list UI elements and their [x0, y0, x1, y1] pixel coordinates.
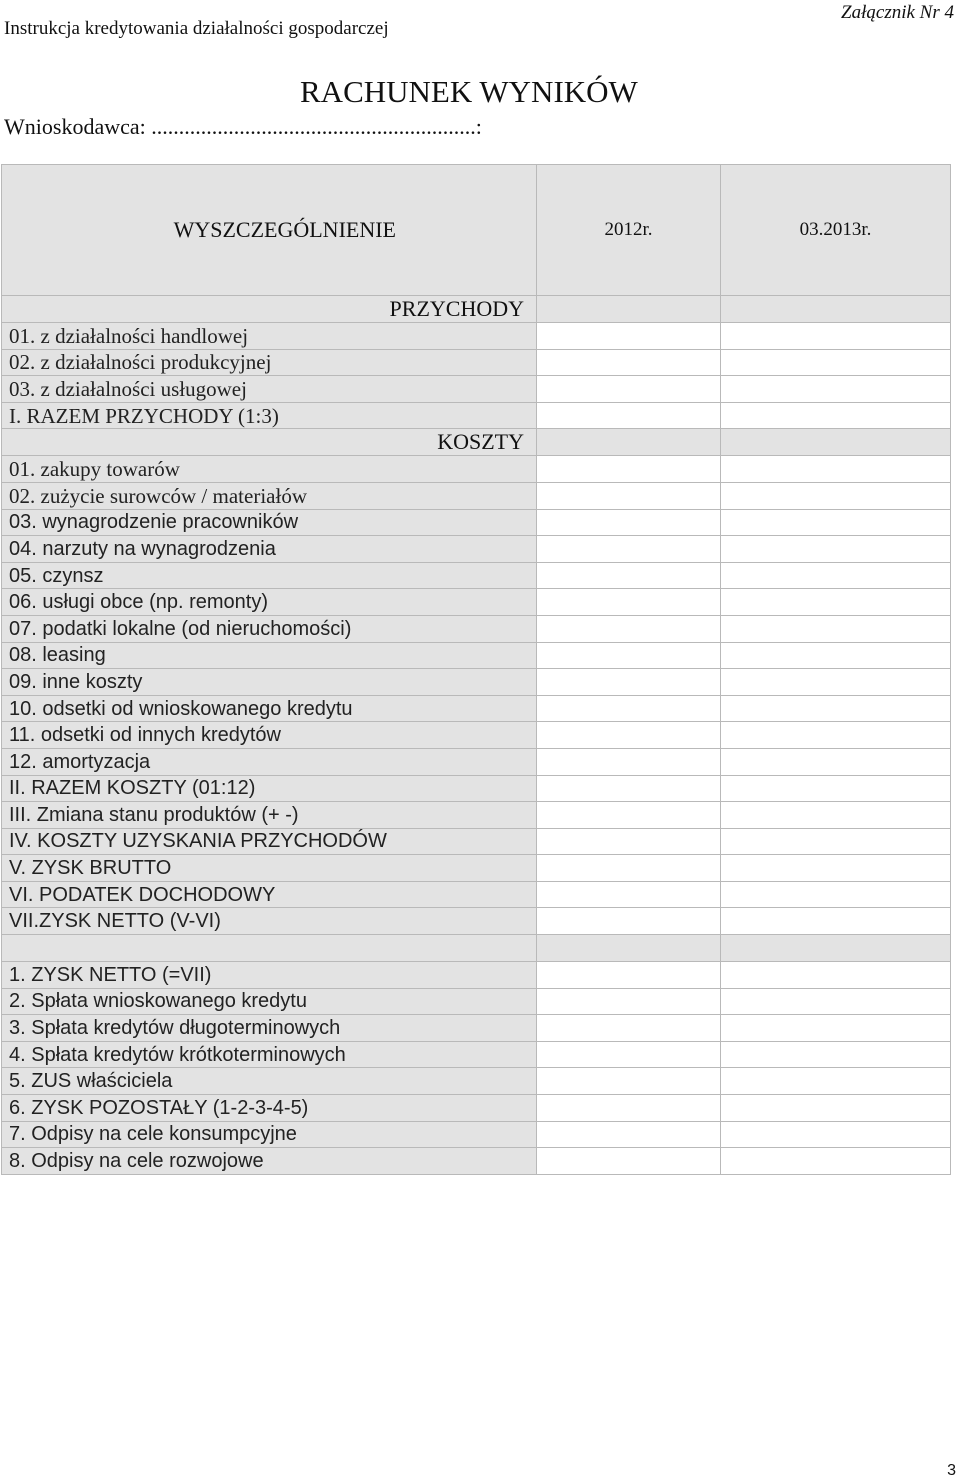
table-row — [2, 1121, 951, 1148]
table-row — [2, 1068, 951, 1095]
cell-2013[interactable] — [721, 988, 951, 1015]
table-row — [2, 802, 951, 829]
table-row — [2, 562, 951, 589]
cell-2012[interactable] — [537, 722, 721, 749]
table-row — [2, 775, 951, 802]
row-label: 6. ZYSK POZOSTAŁY (1-2-3-4-5) — [2, 1095, 537, 1122]
column-heading-description: WYSZCZEGÓLNIENIE — [2, 165, 537, 296]
table-row — [2, 536, 951, 563]
cell-2012[interactable] — [537, 669, 721, 696]
cell-2013[interactable] — [721, 642, 951, 669]
row-label: 01. zakupy towarów — [2, 456, 537, 483]
cell-2012[interactable] — [537, 695, 721, 722]
table-row — [2, 748, 951, 775]
cell-2013[interactable] — [721, 962, 951, 989]
row-label: V. ZYSK BRUTTO — [2, 855, 537, 882]
row-label: 04. narzuty na wynagrodzenia — [2, 536, 537, 563]
cell-2013[interactable] — [721, 1015, 951, 1042]
cell-2013[interactable] — [721, 802, 951, 829]
row-label: VI. PODATEK DOCHODOWY — [2, 881, 537, 908]
cell-2012[interactable] — [537, 349, 721, 376]
row-label: 07. podatki lokalne (od nieruchomości) — [2, 615, 537, 642]
spacer-row — [2, 935, 951, 962]
table-row — [2, 1015, 951, 1042]
cell-2013[interactable] — [721, 908, 951, 935]
row-label: 02. z działalności produkcyjnej — [2, 349, 537, 376]
cell-2013[interactable] — [721, 695, 951, 722]
row-label: 8. Odpisy na cele rozwojowe — [2, 1148, 537, 1175]
row-label: 2. Spłata wnioskowanego kredytu — [2, 988, 537, 1015]
cell-2013[interactable] — [721, 881, 951, 908]
document-header-title: Instrukcja kredytowania działalności gospodarczej — [4, 18, 389, 39]
cell-2013[interactable] — [721, 828, 951, 855]
table-row — [2, 402, 951, 429]
row-label: II. RAZEM KOSZTY (01:12) — [2, 775, 537, 802]
table-row — [2, 1095, 951, 1122]
cell-2012[interactable] — [537, 748, 721, 775]
cell-2013[interactable] — [721, 562, 951, 589]
cell-2012[interactable] — [537, 855, 721, 882]
cell-2012[interactable] — [537, 376, 721, 403]
cell-2012[interactable] — [537, 536, 721, 563]
cell-2012[interactable] — [537, 908, 721, 935]
cell-2012[interactable] — [537, 615, 721, 642]
row-label: 05. czynsz — [2, 562, 537, 589]
cell-2013[interactable] — [721, 536, 951, 563]
table-row — [2, 323, 951, 350]
table-row — [2, 615, 951, 642]
table-row — [2, 589, 951, 616]
cell-2013[interactable] — [721, 589, 951, 616]
row-label: 02. zużycie surowców / materiałów — [2, 482, 537, 509]
cell-2013[interactable] — [721, 349, 951, 376]
table-row — [2, 642, 951, 669]
cell-2012[interactable] — [537, 1148, 721, 1175]
table-row — [2, 1041, 951, 1068]
cell-2013[interactable] — [721, 615, 951, 642]
cell-2013[interactable] — [721, 669, 951, 696]
row-label: VII.ZYSK NETTO (V-VI) — [2, 908, 537, 935]
cell-2013[interactable] — [721, 855, 951, 882]
row-label: 11. odsetki od innych kredytów — [2, 722, 537, 749]
table-row — [2, 376, 951, 403]
cell-2012[interactable] — [537, 962, 721, 989]
table-row — [2, 855, 951, 882]
column-heading-2012: 2012r. — [537, 165, 721, 296]
row-label: 1. ZYSK NETTO (=VII) — [2, 962, 537, 989]
cell-2012[interactable] — [537, 562, 721, 589]
row-label: 03. wynagrodzenie pracowników — [2, 509, 537, 536]
cell-2012[interactable] — [537, 828, 721, 855]
cell-2012[interactable] — [537, 482, 721, 509]
table-row — [2, 482, 951, 509]
row-label: 3. Spłata kredytów długoterminowych — [2, 1015, 537, 1042]
cell-2013[interactable] — [721, 748, 951, 775]
cell-2013[interactable] — [721, 1148, 951, 1175]
table-row — [2, 669, 951, 696]
row-label: 12. amortyzacja — [2, 748, 537, 775]
row-label: 7. Odpisy na cele konsumpcyjne — [2, 1121, 537, 1148]
table-header-row — [2, 165, 951, 296]
table-row — [2, 695, 951, 722]
cell-2012[interactable] — [537, 775, 721, 802]
page-number: 3 — [947, 1462, 956, 1479]
cell-2013[interactable] — [721, 456, 951, 483]
section-income-heading — [2, 296, 951, 323]
table-row — [2, 988, 951, 1015]
cell-2012[interactable] — [537, 509, 721, 536]
table-row — [2, 509, 951, 536]
cell-2013[interactable] — [721, 1041, 951, 1068]
row-label: 10. odsetki od wnioskowanego kredytu — [2, 695, 537, 722]
row-label: 09. inne koszty — [2, 669, 537, 696]
cell-2012[interactable] — [537, 1015, 721, 1042]
row-label: 08. leasing — [2, 642, 537, 669]
cell-2013[interactable] — [721, 1068, 951, 1095]
section-costs-heading — [2, 429, 951, 456]
cell-2013[interactable] — [721, 376, 951, 403]
cell-2013[interactable] — [721, 323, 951, 350]
page-title: RACHUNEK WYNIKÓW — [300, 74, 638, 109]
row-label: I. RAZEM PRZYCHODY (1:3) — [2, 402, 537, 429]
cell-2013[interactable] — [721, 482, 951, 509]
table-row — [2, 456, 951, 483]
cell-2012[interactable] — [537, 589, 721, 616]
row-label: 01. z działalności handlowej — [2, 323, 537, 350]
row-label: 4. Spłata kredytów krótkoterminowych — [2, 1041, 537, 1068]
cell-2012[interactable] — [537, 1121, 721, 1148]
cell-2013[interactable] — [721, 402, 951, 429]
table-row — [2, 881, 951, 908]
cell-2012[interactable] — [537, 402, 721, 429]
row-label: 03. z działalności usługowej — [2, 376, 537, 403]
row-label: III. Zmiana stanu produktów (+ -) — [2, 802, 537, 829]
cell-2013[interactable] — [721, 775, 951, 802]
table-row — [2, 722, 951, 749]
table-row — [2, 962, 951, 989]
table-row — [2, 349, 951, 376]
table-row — [2, 1148, 951, 1175]
cell-2012[interactable] — [537, 988, 721, 1015]
cell-2013[interactable] — [721, 509, 951, 536]
row-label: IV. KOSZTY UZYSKANIA PRZYCHODÓW — [2, 828, 537, 855]
section-label: KOSZTY — [2, 429, 537, 456]
cell-2012[interactable] — [537, 1068, 721, 1095]
table-row — [2, 908, 951, 935]
cell-2012[interactable] — [537, 456, 721, 483]
row-label: 06. usługi obce (np. remonty) — [2, 589, 537, 616]
attachment-number: Załącznik Nr 4 — [841, 2, 954, 23]
cell-2013[interactable] — [721, 1095, 951, 1122]
cell-2012[interactable] — [537, 1041, 721, 1068]
row-label: 5. ZUS właściciela — [2, 1068, 537, 1095]
cell-2012[interactable] — [537, 881, 721, 908]
cell-2012[interactable] — [537, 1095, 721, 1122]
cell-2013[interactable] — [721, 1121, 951, 1148]
column-heading-03-2013: 03.2013r. — [721, 165, 951, 296]
cell-2012[interactable] — [537, 802, 721, 829]
applicant-field[interactable]: Wnioskodawca: ...........................................................: — [4, 114, 482, 139]
section-label: PRZYCHODY — [2, 296, 537, 323]
cell-2012[interactable] — [537, 323, 721, 350]
cell-2013[interactable] — [721, 722, 951, 749]
income-statement-table — [1, 164, 951, 1175]
table-row — [2, 828, 951, 855]
cell-2012[interactable] — [537, 642, 721, 669]
